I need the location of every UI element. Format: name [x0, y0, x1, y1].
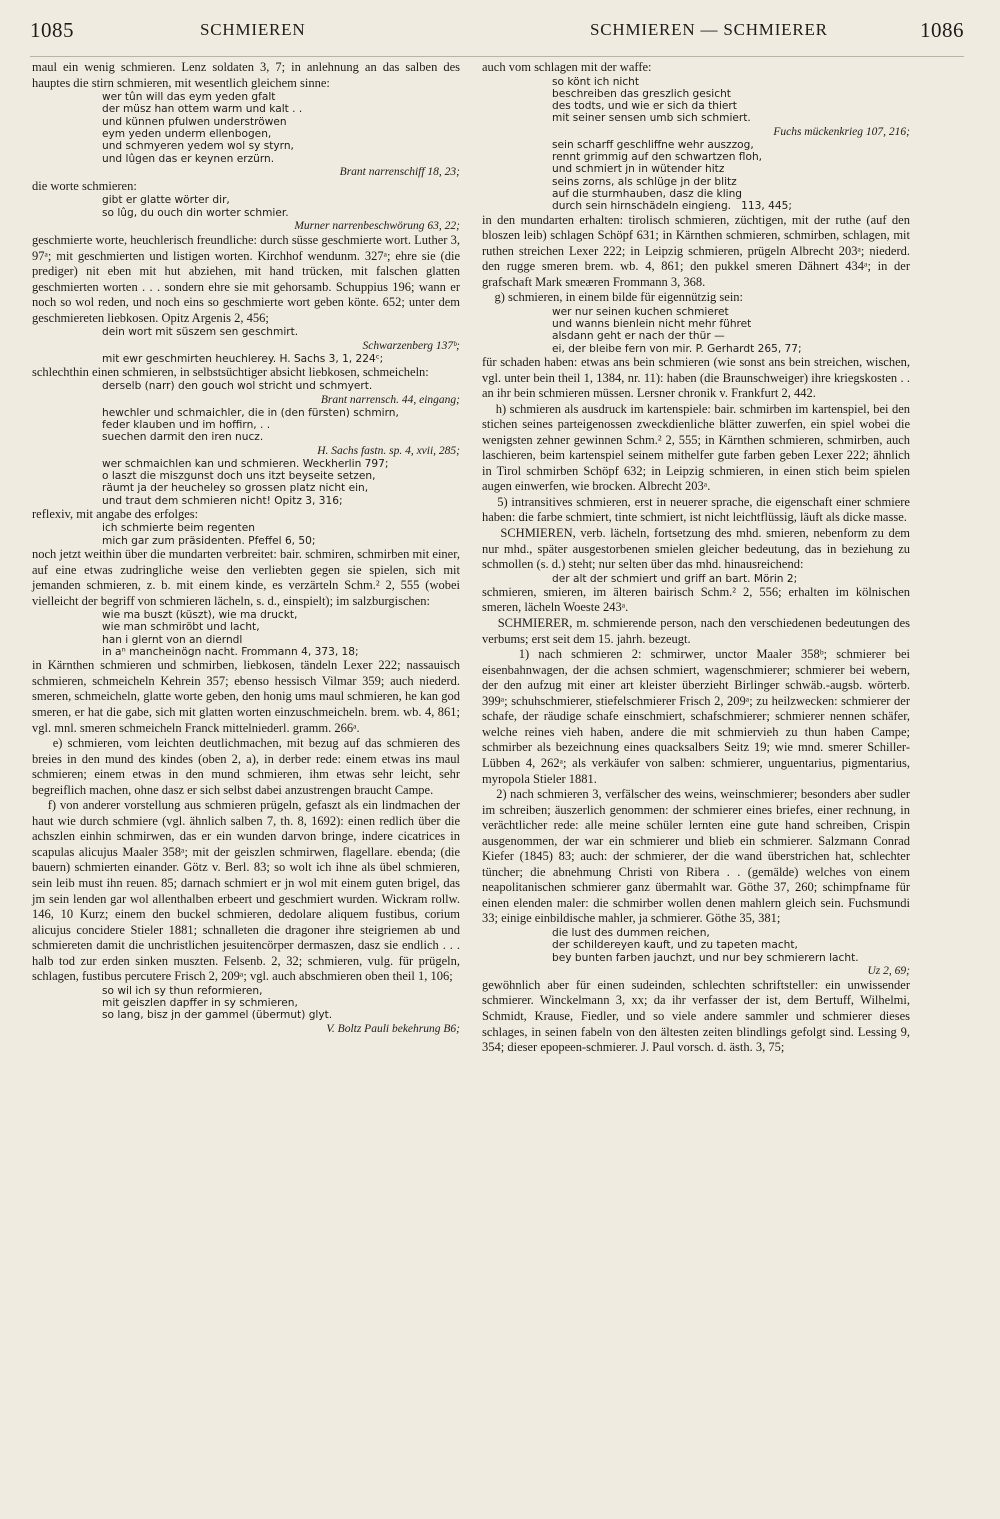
left-column-source-reference: Brant narrensch. 44, eingang; [320, 393, 460, 406]
right-column-paragraph: auch vom schlagen mit der waffe: [482, 60, 652, 74]
right-column-paragraph: h) schmieren als ausdruck im kartenspiele: bair. schmirben im kartenspiel, bei den stichen seines parteigenossen zweckdienliche blätter zuwerfen, ein spiel wobei die wenigsten zehner gewinnen Schm.² 2, 555; in Kärnthen schmieren, schmirben, auch laschieren, beim kartenspiel seinem mithelfer gute farben geben Lexer 222; ähnlich in Tirol schmirben Schöpf 632; in Leipzig schmieren, in einen stich beim spielen augen einwerfen, wie brocken. Albrecht 203ᵃ. [482, 401, 914, 494]
left-running-head: SCHMIEREN [200, 20, 306, 39]
left-column-paragraph: maul ein wenig schmieren. Lenz soldaten 3, 7; in anlehnung an das salben des hauptes die stirn schmieren, mit wesentlich gleichem sinne: [32, 60, 464, 90]
left-column-paragraph: f) von anderer vorstellung aus schmieren prügeln, gefaszt als ein lindmachen der haut wie durch schmiere (vgl. ähnlich salben 7, th. 8, 1692): einen redlich über die achszlen einhin schmirwen, das er ein wunden darvon bringe, indere cicatrices in scapulas alicujus Maaler 358ᵃ; mit der geiszlen schmirwen, flagellare. ebenda; (die bauern) schmierten einander. Götz v. Berl. 83; so wolt ich ihne als übel schmieren, sein leib must ihn reuen. 85; darnach schmiert er jn wol mit einem guten brigel, das jm sein lenden gar wol allenthalben erbeert und geschmiert wurden. Wickram rollw. 146, 10 Kurz; einem den buckel schmieren, dedolare aliquem fustibus, corium alicujus concidere Stieler 1881; schnalleten die dragoner ihre steigriemen ab und schmiereten damit die unchristlichen jesuitencörper dermaszen, dasz sie endlich . . . halb tod zur erden sinken muszten. Felsenb. 2, 32; schmieren, vulg. für prügeln, schlagen, fustibus percutere Frisch 2, 209ᵃ; vgl. auch abschmieren oben theil 1, 106; [32, 798, 464, 984]
left-column-paragraph: e) schmieren, vom leichten deutlichmachen, mit bezug auf das schmieren des breies in den mund des kindes (oben 2, a), in derber rede: einem etwas ins maul schmieren; einem etwas in den mund schmieren, ihm etwas sehr leicht, sehr begreiflich machen, ohne dasz er sich selbst dabei anzustrengen braucht Campe. [32, 736, 464, 797]
left-column-source-reference: H. Sachs fastn. sp. 4, xvii, 285; [317, 444, 460, 457]
left-column-source-reference: V. Boltz Pauli bekehrung B6; [326, 1022, 460, 1035]
left-column-quotation: hewchler und schmaichler, die in (den fürsten) schmirn, feder klauben und im hoffirn, . . suechen darmit den iren nucz. [102, 406, 399, 444]
right-column-quotation: wer nur seinen kuchen schmieret und wanns bienlein nicht mehr führet alsdann geht er nach der thür — ei, der bleibe fern von mir. P. Gerhardt 265, 77; [552, 305, 802, 355]
right-column-quotation: sein scharff geschliffne wehr auszzog, rennt grimmig auf den schwartzen floh, und schmiert jn in wütender hitz seins zorns, als schlüge jn der blitz auf die sturmhauben, dasz die kling durch sein hirnschädeln eingieng. 113, 445; [552, 138, 792, 213]
left-column-quotation: derselb (narr) den gouch wol stricht und schmyert. [102, 380, 373, 393]
right-column-quotation: so könt ich nicht beschreiben das greszlich gesicht des todts, und wie er sich da thiert mit seiner sensen umb sich schmiert. [552, 75, 751, 125]
page-header [30, 14, 964, 54]
right-column-paragraph: SCHMIEREN, verb. lächeln, fortsetzung des mhd. smieren, nebenform zu dem nur mhd., später ausgestorbenen smielen gleicher bedeutung, das in beziehung zu schmollen (s. d.) steht; nur selten über das mhd. hinausreichend: [482, 526, 914, 572]
left-column-source-reference: Schwarzenberg 137ᵇ; [362, 339, 460, 352]
right-column-quotation: die lust des dummen reichen, der schildereyen kauft, und zu tapeten macht, bey bunten farben jauchzt, und nur bey schmierern lacht. [552, 926, 859, 964]
right-column-quotation: der alt der schmiert und griff an bart. Mörin 2; [552, 572, 798, 585]
left-column-source-reference: Murner narrenbeschwörung 63, 22; [294, 220, 460, 233]
left-column-paragraph: noch jetzt weithin über die mundarten verbreitet: bair. schmiren, schmirben mit einer, auf eine etwas zudringliche weise den verliebten gegen sie spielen, sich mit jemanden schmieren, z. b. mit einem kinde, es verzärteln Schm.² 2, 555 (wobei vielleicht der begriff von schmieren lächeln, s. d., einspielt); im salzburgischen: [32, 546, 464, 608]
right-column-paragraph: in den mundarten erhalten: tirolisch schmieren, züchtigen, mit der ruthe (auf den bloszen leib) schlagen Schöpf 631; in Kärnthen schmieren, schmirben, schlagen, mit ruthen streichen Lexer 222; in Leipzig schmieren, prügeln Albrecht 203ᵃ; niederd. den rugge smeren brem. wb. 4, 861; den pukkel smeren Dähnert 434ᵃ; in der grafschaft Mark smeæren Frommann 3, 368. [482, 212, 914, 289]
right-column-paragraph: 5) intransitives schmieren, erst in neuerer sprache, die eigenschaft einer schmiere haben: die farbe schmiert, tinte schmiert, ist nicht leichtflüssig, läuft als dicke masse. [482, 494, 914, 525]
right-column-paragraph: SCHMIERER, m. schmierende person, nach den verschiedenen bedeutungen des verbums; erst seit dem 15. jahrh. bezeugt. [482, 616, 914, 646]
left-column-paragraph: in Kärnthen schmieren und schmirben, liebkosen, tändeln Lexer 222; nassauisch schmieren, schmeicheln Kehrein 357; ebenso hessisch Vilmar 359; auch niederd. smeren, schmeicheln, glatte worte geben, den honig ums maul schmieren, he kan god smeren, er hat die gabe, sich mit glatten worten einzuschmeicheln. brem. wb. 4, 861; vgl. mnl. smeren schmeicheln Franck mittelniederl. gramm. 266ᵃ. [32, 658, 464, 735]
right-column-paragraph: schmieren, smieren, im älteren bairisch Schm.² 2, 556; erhalten im kölnischen smeren, lächeln Woeste 243ᵃ. [482, 584, 914, 615]
left-column-quotation: gibt er glatte wörter dir, so lûg, du ouch din worter schmier. [102, 194, 289, 219]
left-column-paragraph: schlechthin einen schmieren, in selbstsüchtiger absicht liebkosen, schmeicheln: [32, 364, 429, 379]
right-column [482, 60, 914, 1056]
right-column-paragraph: 2) nach schmieren 3, verfälscher des weins, weinschmierer; besonders aber sudler im schreiben; äuszerlich genommen: der schmierer eines briefes, einer rechnung, in verächtlicher rede: alle meine schüler lernten eine gute hand schreiben, Crispin ausgenommen, der war ein schmierer und blieb ein schmierer. Salzmann Conrad Kiefer (1845) 83; auch: der schmierer, der die wand überstrichen hat, schlechter tüncher; die abnehmung Christi von Ribera . . (gemälde) welches von einem neapolitanischen schmierer ganz übermahlt war. Göthe 37, 260; schimpfname für einen elenden maler: die schmirber wollen denen mahlern gleich sein. Fuchsmundi 33; einige einbildische mahler, ja schmierer. Göthe 35, 381; [482, 787, 914, 926]
left-column-quotation: wer schmaichlen kan und schmieren. Weckherlin 797; [102, 457, 389, 470]
left-column-source-reference: Brant narrenschiff 18, 23; [339, 165, 460, 178]
left-column-quotation: wie ma buszt (küszt), wie ma druckt, wie man schmiröbt und lacht, han i glernt von an dierndl in aⁿ mancheinögn nacht. Frommann 4, 373, 18; [102, 609, 359, 659]
left-page-number: 1085 [30, 18, 74, 42]
header-rule [30, 56, 964, 57]
right-column-paragraph: für schaden haben: etwas ans bein schmieren (wie sonst ans bein streichen, wischen, vgl. unter bein theil 1, 1384, nr. 11): haben (die Braunschweiger) ihre kriegskosten . . an ihr bein schmieren müssen. Lersner chronik v. Frankfurt 2, 442. [482, 354, 914, 401]
right-column-source-reference: Uz 2, 69; [867, 964, 910, 977]
left-column-paragraph: geschmierte worte, heuchlerisch freundliche: durch süsse geschmierte wort. Luther 3, 97ᵃ; mit geschmierten und listigen worten. Kirchhof wendunm. 327ᵃ; ehre sie (die prediger) nit eben mit hut abziehen, mit hand trücken, mit falschen glatten geschmierten worten . . . sondern ehre sie mit gehorsamb. Schuppius 196; wann er noch so wol reden, und noch eins so geschmierte wort geben könte. 652; unter dem geschmiereten liebkosen. Opitz Argenis 2, 456; [32, 233, 464, 325]
left-column-quotation: wer tûn will das eym yeden gfalt der müsz han ottem warm und kalt . . und künnen pfulwen underströwen eym yeden underm ellenbogen, und schmyeren yedem wol sy styrn, und lûgen das er keynen erzürn. [102, 91, 303, 165]
left-column-quotation: dein wort mit süszem sen geschmirt. [102, 326, 299, 339]
right-column-source-reference: Fuchs mückenkrieg 107, 216; [773, 125, 910, 138]
left-column-quotation: o laszt die miszgunst doch uns itzt beyseite setzen, räumt ja der heucheley so grossen platz nicht ein, und traut dem schmieren nicht! Opitz 3, 316; [102, 469, 376, 507]
left-column [32, 60, 464, 1036]
left-column-quotation: ich schmierte beim regenten mich gar zum präsidenten. Pfeffel 6, 50; [102, 522, 316, 547]
left-column-paragraph: reflexiv, mit angabe des erfolges: [32, 506, 199, 521]
right-column-paragraph: g) schmieren, in einem bilde für eigennützig sein: [482, 290, 744, 305]
right-running-head: SCHMIEREN — SCHMIERER [590, 20, 828, 39]
left-column-quotation: so wil ich sy thun reformieren, mit geiszlen dapffer in sy schmieren, so lang, bisz jn der gammel (übermut) glyt. [102, 984, 333, 1022]
left-column-paragraph: die worte schmieren: [32, 178, 137, 193]
right-column-paragraph: gewöhnlich aber für einen sudeinden, schlechten schriftsteller: ein unwissender schmierer. Winckelmann 3, xx; da ihr verfasser der ist, dem Bertuff, Wilhelmi, Schmidt, Krause, Fiedler, und so viele andere sammler und schmierer dieses schlages, in seinen fabeln von den ältesten zeiten blindlings gefolgt sind. Lessing 9, 354; dieser epopeen-schmierer. J. Paul vorsch. d. ästh. 3, 75; [482, 977, 914, 1055]
right-page-number: 1086 [920, 18, 964, 42]
left-column-quotation: mit ewr geschmirten heuchlerey. H. Sachs 3, 1, 224ᶜ; [102, 352, 384, 365]
right-column-paragraph: 1) nach schmieren 2: schmirwer, unctor Maaler 358ᵇ; schmierer bei eisenbahnwagen, der die achsen schmiert, wagenschmierer; schmierer bei webern, der den aufzug mit einer art kleister überzieht Birlinger schwäb.-augsb. wörterb. 399ᵃ; schuhschmierer, stiefelschmierer Frisch 2, 209ᵃ; zu heilzwecken: schmierer der schafe, der räudige schafe einschmiert, schafschmierer; schmierer nennen schäfer, welche reines vieh haben, andere die mit schmiervieh zu thun haben Campe; schmirber als bezeichnung eines quacksalbers Seitz 19; wie mnd. smerer Schiller-Lübben 4, 262ᵃ; als verkäufer von salben: schmierer, unguentarius, pigmentarius, myropola Stieler 1881. [482, 647, 914, 786]
